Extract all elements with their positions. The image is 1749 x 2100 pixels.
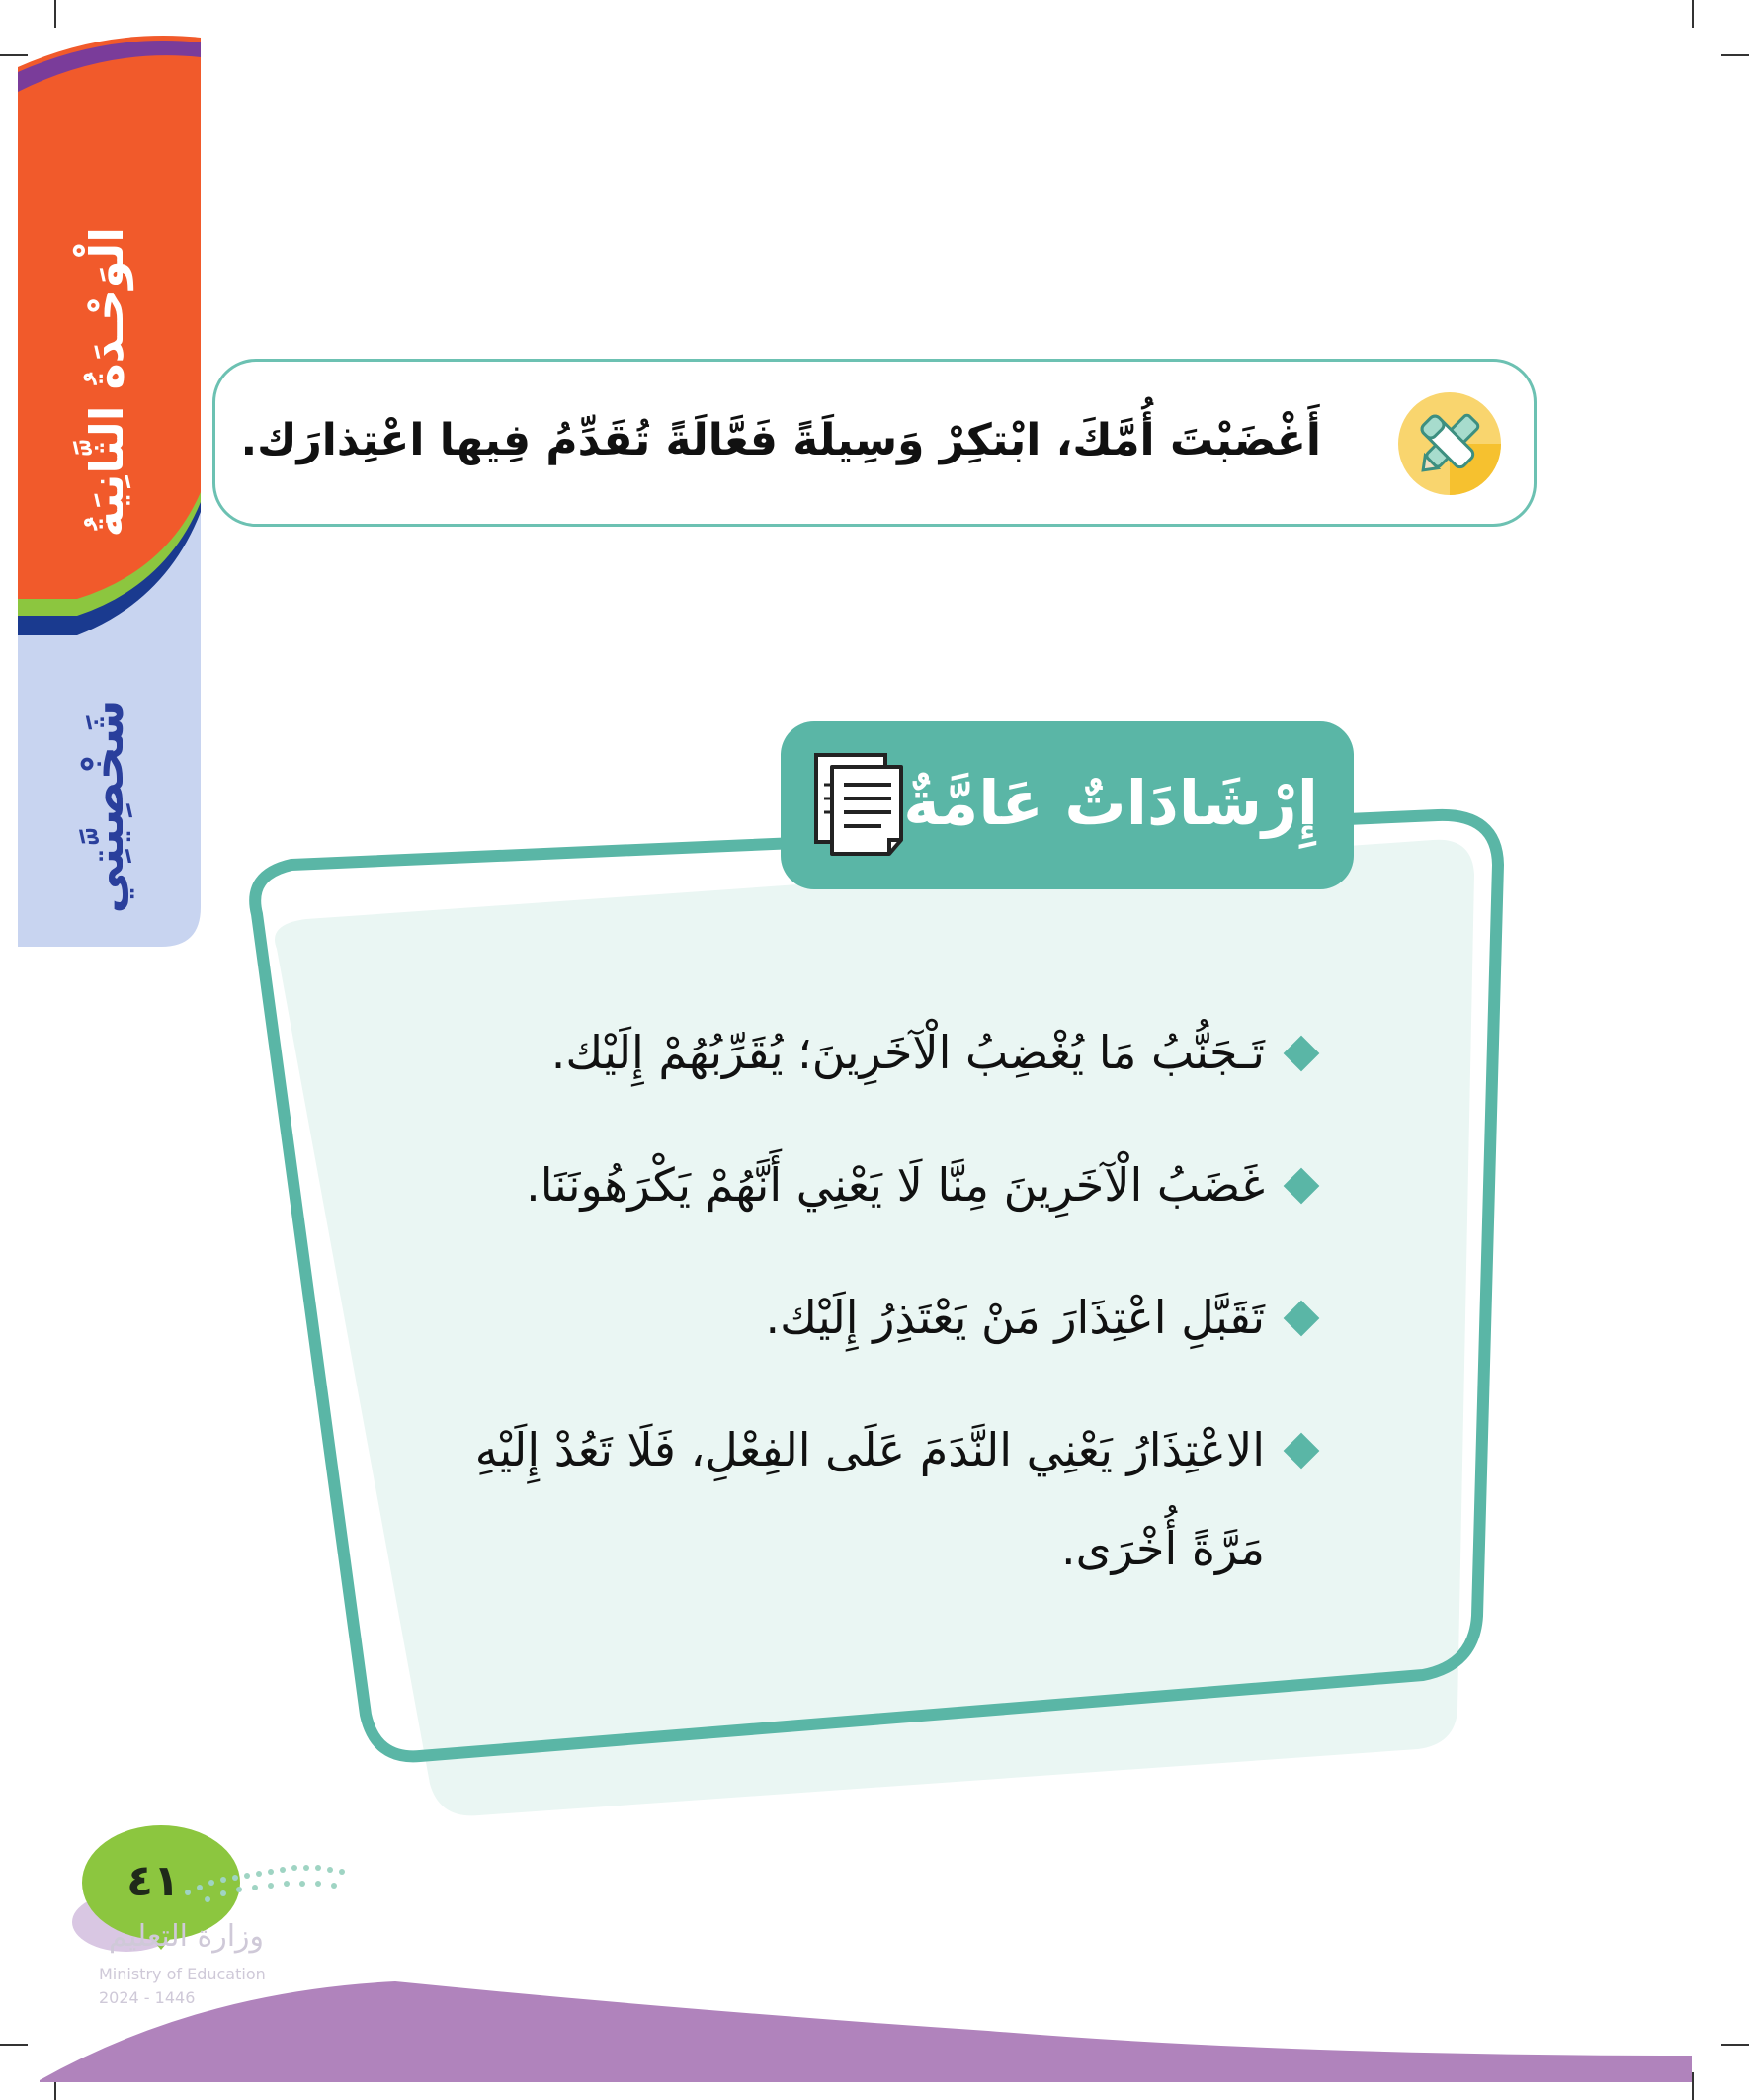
bullet-diamond-icon [1284,1168,1320,1205]
list-item: تَقَبَّلِ اعْتِذَارَ مَنْ يَعْتَذِرُ إِلَيْك. [435,1268,1324,1367]
bullet-diamond-icon [1284,1036,1320,1072]
tips-list [435,1003,1324,1632]
watermark-year: 2024 - 1446 [99,1988,196,2007]
crop-mark [1721,54,1749,56]
activity-prompt: أَغْضَبْتَ أُمَّكَ، ابْتكِرْ وَسِيلَةً فَعَّالَةً تُقَدِّمُ فِيها اعْتِذارَك. [240,415,1321,465]
unit-label: الْوَحْـدَةُ الثَّانِيَةُ [80,227,133,538]
tips-title: إِرْشَادَاتٌ عَامَّةٌ [903,767,1318,839]
ministry-dots-logo [178,1858,356,1907]
footer-wave [0,1883,1749,2100]
crop-mark [1692,0,1694,28]
tips-header [781,721,1354,889]
list-item: تَـجَنُّبُ مَا يُغْضِبُ الْآخَرِينَ؛ يُقَرِّبُهُمْ إِلَيْك. [435,1003,1324,1102]
pencil-eraser-icon [1395,389,1504,498]
page-number: ٤١ [126,1856,180,1906]
list-item: الاعْتِذَارُ يَعْنِي النَّدَمَ عَلَى الفِعْلِ، فَلَا تَعُدْ إِلَيْهِ مَرَّةً أُخْرَى. [435,1400,1324,1598]
bullet-diamond-icon [1284,1433,1320,1470]
unit-title: شَخْصِيَّتِي [79,699,134,914]
document-list-icon [810,751,909,860]
watermark-arabic: وزارة التعليم [109,1919,265,1954]
list-item: غَضَبُ الْآخَرِينَ مِنَّا لَا يَعْنِي أَنَّهُمْ يَكْرَهُونَنَا. [435,1135,1324,1234]
watermark-english: Ministry of Education [99,1965,266,1983]
activity-box [212,359,1537,527]
bullet-diamond-icon [1284,1301,1320,1337]
unit-side-tab [18,18,201,947]
